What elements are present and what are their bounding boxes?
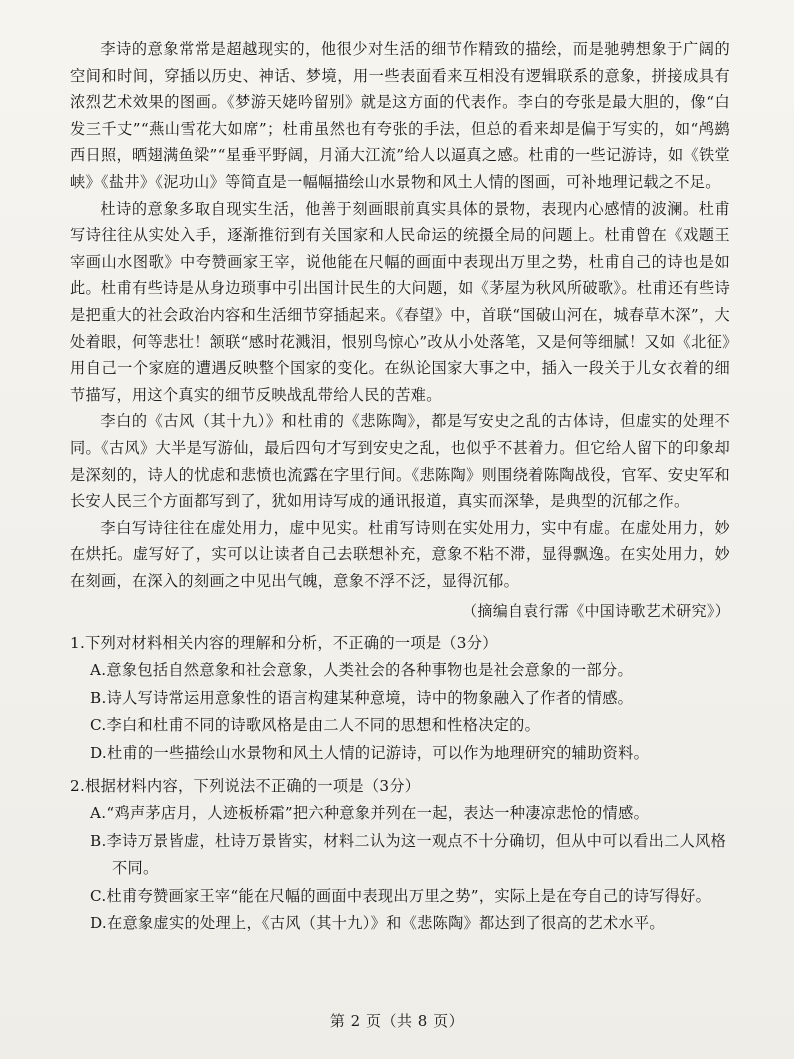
page-number-footer: 第 2 页（共 8 页） [329, 1012, 465, 1030]
question-1-option-d: D.杜甫的一些描绘山水景物和风土人情的记游诗，可以作为地理研究的辅助资料。 [90, 743, 650, 762]
question-2-option-b-text: B.李诗万景皆虚，杜诗万景皆实，材料二认为这一观点不十分确切，但从中可以看出二人风格 [90, 831, 727, 850]
passage-source: （摘编自袁行霈《中国诗歌艺术研究》） [462, 602, 730, 621]
question-2-option-a: A.“鸡声茅店月，人迹板桥霜”把六种意象并列在一起，表达一种凄凉悲怆的情感。 [90, 804, 650, 823]
passage-paragraph-2: 杜诗的意象多取自现实生活，他善于刻画眼前真实具体的景物，表现内心感情的波澜。杜甫写诗往往从实处入手，逐渐推衍到有关国家和人民命运的统摄全局的问题上。杜甫曾在《戏题王宰画山水图歌》中夸赞画家王宰，说他能在尺幅的画面中表现出万里之势，杜甫自己的诗也是如此。杜甫有些诗是从身边琐事中引出国计民生的大问题，如《茅屋为秋风所破歌》。杜甫还有些诗是把重大的社会政治内容和生活细节穿插起来。《春望》中，首联“国破山河在，城春草木深”，大处着眼，何等悲壮！颔联“感时花溅泪，恨别鸟惊心”改从小处落笔，又是何等细腻！又如《北征》用自己一个家庭的遭遇反映整个国家的变化。在纵论国家大事之中，插入一段关于儿女衣着的细节描写，用这个真实的细节反映战乱带给人民的苦难。 [70, 199, 730, 404]
question-1-option-b: B.诗人写诗常运用意象性的语言构建某种意境，诗中的物象融入了作者的情感。 [90, 688, 634, 707]
question-1-options [70, 657, 730, 767]
question-2-options [70, 800, 730, 938]
question-2 [70, 773, 730, 938]
question-2-option-c: C.杜甫夸赞画家王宰“能在尺幅的画面中表现出万里之势”，实际上是在夸自己的诗写得好。 [90, 886, 712, 905]
passage [70, 36, 730, 624]
question-1-option-c: C.李白和杜甫不同的诗歌风格是由二人不同的思想和性格决定的。 [90, 716, 541, 735]
question-1-stem: 1.下列对材料相关内容的理解和分析，不正确的一项是（3分） [70, 634, 498, 653]
question-2-option-d: D.在意象虚实的处理上，《古风（其十九）》和《悲陈陶》都达到了很高的艺术水平。 [90, 914, 665, 933]
page-content [70, 36, 730, 938]
question-2-stem: 2.根据材料内容，下列说法不正确的一项是（3分） [70, 777, 421, 796]
question-2-option-b-continuation: 不同。 [112, 859, 159, 878]
question-2-option-b [70, 828, 730, 883]
passage-paragraph-4: 李白写诗往往在虚处用力，虚中见实。杜甫写诗则在实处用力，实中有虚。在虚处用力，妙在烘托。虚写好了，实可以让读者自己去联想补充，意象不粘不滞，显得飘逸。在实处用力，妙在刻画，在深入的刻画之中见出气魄，意象不浮不泛，显得沉郁。 [70, 518, 730, 590]
passage-paragraph-3: 李白的《古风（其十九）》和杜甫的《悲陈陶》，都是写安史之乱的古体诗，但虚实的处理不同。《古风》大半是写游仙，最后四句才写到安史之乱，也似乎不甚着力。但它给人留下的印象却是深刻的，诗人的忧虑和悲愤也流露在字里行间。《悲陈陶》则围绕着陈陶战役，官军、安史军和长安人民三个方面都写到了，犹如用诗写成的通讯报道，真实而深挚，是典型的沉郁之作。 [70, 412, 730, 511]
passage-paragraph-1: 李诗的意象常常是超越现实的，他很少对生活的细节作精致的描绘，而是驰骋想象于广阔的空间和时间，穿插以历史、神话、梦境，用一些表面看来互相没有逻辑联系的意象，拼接成具有浓烈艺术效果的图画。《梦游天姥吟留别》就是这方面的代表作。李白的夸张是最大胆的，像“白发三千丈”“燕山雪花大如席”；杜甫虽然也有夸张的手法，但总的看来却是偏于写实的，如“鸬鹚西日照，晒翅满鱼梁”“星垂平野阔，月涌大江流”给人以逼真之感。杜甫的一些记游诗，如《铁堂峡》《盐井》《泥功山》等简直是一幅幅描绘山水景物和风土人情的图画，可补地理记载之不足。 [70, 40, 730, 191]
question-1-option-a: A.意象包括自然意象和社会意象，人类社会的各种事物也是社会意象的一部分。 [90, 661, 633, 680]
question-1 [70, 630, 730, 767]
